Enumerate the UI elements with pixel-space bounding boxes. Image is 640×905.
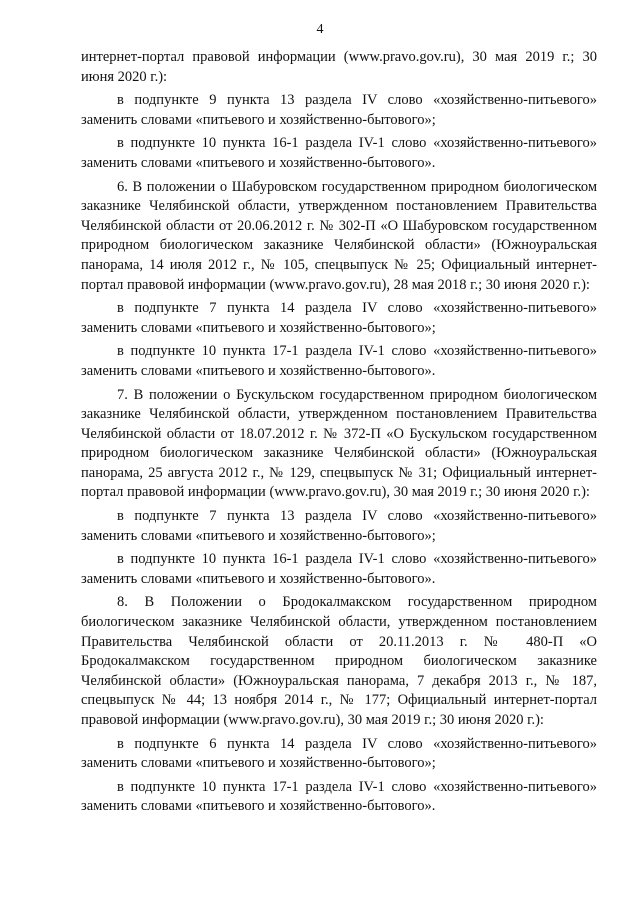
paragraph-amendment: в подпункте 10 пункта 17-1 раздела IV-1 слово «хозяйственно-питьевого» заменить словами «питьевого и хозяйственно-бытового». [81, 778, 597, 815]
paragraph-amendment: в подпункте 6 пункта 14 раздела IV слово «хозяйственно-питьевого» заменить словами «питьевого и хозяйственно-бытового»; [81, 735, 597, 772]
document-body [81, 48, 597, 817]
paragraph-continuation: интернет-портал правовой информации (www.pravo.gov.ru), 30 мая 2019 г.; 30 июня 2020 г.): [81, 49, 597, 85]
paragraph-amendment: в подпункте 7 пункта 14 раздела IV слово «хозяйственно-питьевого» заменить словами «питьевого и хозяйственно-бытового»; [81, 300, 597, 336]
paragraph-amendment: в подпункте 10 пункта 16-1 раздела IV-1 слово «хозяйственно-питьевого» заменить словами «питьевого и хозяйственно-бытового». [81, 135, 597, 171]
paragraph-item-7: 7. В положении о Бускульском государственном природном биологическом заказнике Челябинской области, утвержденном постановлением Правительства Челябинской области от 18.07.2012 г. № 372-П «О Бускульском государственном природном биологическом заказнике Челябинской области» (Южноуральская панорама, 25 августа 2012 г., № 129, спецвыпуск № 31; Официальный интернет-портал правовой информации (www.pravo.gov.ru), 30 мая 2019 г.; 30 июня 2020 г.): [81, 386, 597, 501]
paragraph-amendment: в подпункте 7 пункта 13 раздела IV слово «хозяйственно-питьевого» заменить словами «питьевого и хозяйственно-бытового»; [81, 508, 597, 544]
page-number: 4 [316, 22, 324, 37]
paragraph-amendment: в подпункте 10 пункта 16-1 раздела IV-1 слово «хозяйственно-питьевого» заменить словами «питьевого и хозяйственно-бытового». [81, 551, 597, 587]
paragraph-amendment: в подпункте 10 пункта 17-1 раздела IV-1 слово «хозяйственно-питьевого» заменить словами «питьевого и хозяйственно-бытового». [81, 343, 597, 379]
paragraph-item-6: 6. В положении о Шабуровском государственном природном биологическом заказнике Челябинской области, утвержденном постановлением Правительства Челябинской области от 20.06.2012 г. № 302-П «О Шабуровском государственном природном биологическом заказнике Челябинской области» (Южноуральская панорама, 14 июля 2012 г., № 105, спецвыпуск № 25; Официальный интернет-портал правовой информации (www.pravo.gov.ru), 28 мая 2018 г.; 30 июня 2020 г.): [81, 178, 597, 293]
paragraph-item-8: 8. В Положении о Бродокалмакском государственном природном биологическом заказнике Челябинской области, утвержденном постановлением Правительства Челябинской области от 20.11.2013 г. № 480-П «О Бродокалмакском государственном природном биологическом заказнике Челябинской области» (Южноуральская панорама, 7 декабря 2013 г., № 187, спецвыпуск № 44; 13 ноября 2014 г., № 177; Официальный интернет-портал правовой информации (www.pravo.gov.ru), 30 мая 2019 г.; 30 июня 2020 г.): [81, 594, 597, 728]
paragraph-amendment: в подпункте 9 пункта 13 раздела IV слово «хозяйственно-питьевого» заменить словами «питьевого и хозяйственно-бытового»; [81, 92, 597, 128]
